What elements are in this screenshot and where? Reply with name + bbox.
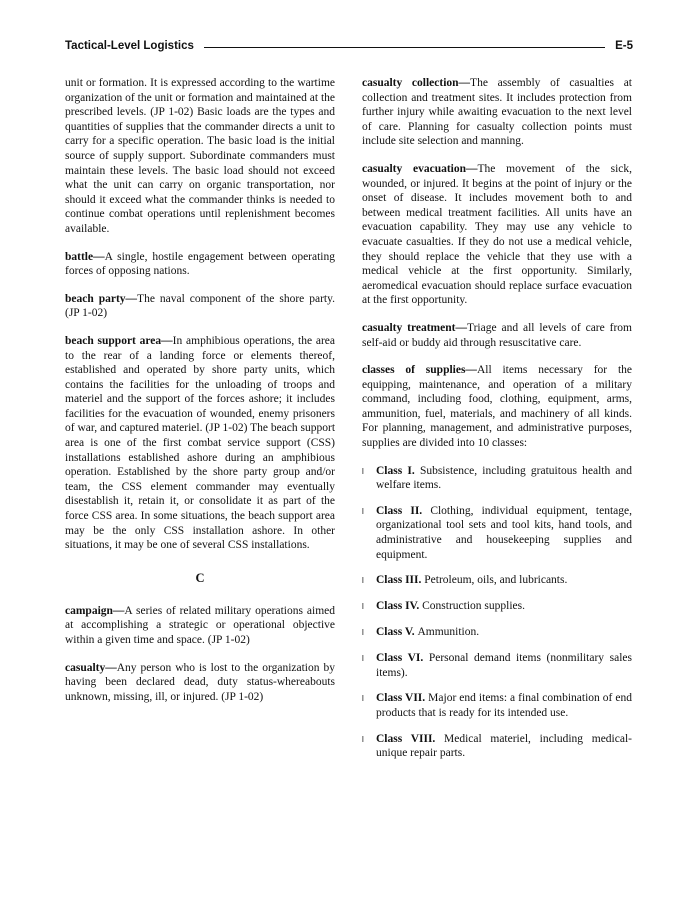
definition-term: beach support area— (65, 334, 173, 347)
definition-term: casualty evacuation— (362, 162, 478, 175)
class-definition-text: Construction supplies. (422, 600, 525, 613)
definition-paragraph (65, 334, 335, 553)
definition-paragraph (362, 321, 632, 350)
right-column (362, 76, 632, 772)
definition-text: Any person who is lost to the organization by having been declared dead, duty status-whereabouts unknown, missing, ill, or injured. (JP 1-02) (65, 661, 335, 703)
list-item-text (376, 504, 632, 562)
page-number: E-5 (615, 40, 633, 52)
header-rule (204, 47, 605, 48)
class-definition-text: Medical materiel, including medical-unique repair parts. (376, 732, 632, 760)
definition-paragraph (362, 76, 632, 149)
definition-paragraph (65, 604, 335, 648)
definition-paragraph (362, 363, 632, 451)
list-item (362, 651, 632, 680)
definition-text: The naval component of the shore party. (JP 1-02) (65, 292, 335, 320)
list-item-text (376, 732, 632, 761)
definition-paragraph (65, 292, 335, 321)
bullet-icon: l (362, 506, 364, 516)
list-item (362, 573, 632, 588)
definition-paragraph (65, 250, 335, 279)
list-item (362, 691, 632, 720)
left-column (65, 76, 335, 772)
class-term: Class I. (376, 464, 420, 477)
bullet-icon: l (362, 654, 364, 664)
definition-term: casualty— (65, 661, 117, 674)
list-item (362, 625, 632, 640)
bullet-icon: l (362, 576, 364, 586)
list-item (362, 504, 632, 562)
class-definition-text: Ammunition. (417, 626, 480, 639)
supply-classes-list (362, 464, 632, 761)
class-definition-text: Subsistence, including gratuitous health and welfare items. (376, 464, 632, 492)
list-item-text (376, 464, 632, 493)
list-item-text (376, 691, 632, 720)
bullet-icon: l (362, 602, 364, 612)
list-item-text (376, 599, 632, 614)
definition-text: The assembly of casualties at collection and treatment sites. It includes protection from further injury while awaiting evacuation to the next level of care. Planning for casualty collection points must include site selection and manning. (362, 77, 632, 148)
list-item-text (376, 625, 632, 640)
section-heading: C (195, 570, 205, 585)
class-term: Class II. (376, 504, 431, 517)
definition-text: Triage and all levels of care from self-aid or buddy aid through resuscitative care. (362, 321, 632, 349)
definition-text: unit or formation. It is expressed according to the wartime organization of the unit or formation and maintained at the prescribed levels. (JP 1-02) Basic loads are the types and quantities of supplies that the commander directs a unit to carry for a specific operation. The basic load is the initial source of supply support. Subordinate commanders must maintain these levels. The basic load should not exceed what the unit can carry on organic transportation, nor should it exceed what the commander thinks is needed to continue combat operations until replenishment becomes available. (65, 77, 335, 235)
definition-text: A series of related military operations aimed at accomplishing a strategic or operational objective within a given time and space. (JP 1-02) (65, 604, 335, 646)
list-item (362, 732, 632, 761)
definition-term: casualty treatment— (362, 321, 467, 334)
list-item-text (376, 573, 632, 588)
bullet-icon: l (362, 734, 364, 744)
definition-term: beach party— (65, 292, 138, 305)
list-item-text (376, 651, 632, 680)
class-term: Class VI. (376, 652, 429, 665)
page-header (65, 40, 633, 52)
class-definition-text: Petroleum, oils, and lubricants. (424, 574, 568, 587)
list-item (362, 464, 632, 493)
class-term: Class III. (376, 574, 425, 587)
list-item (362, 599, 632, 614)
class-definition-text: Major end items: a final combination of end products that is ready for its intended use. (376, 692, 632, 719)
class-definition-text: Personal demand items (nonmilitary sales items). (376, 652, 632, 679)
class-term: Class V. (376, 626, 418, 639)
definition-text: The movement of the sick, wounded, or injured. It begins at the point of injury or the onset of disease. It includes movement both to and between medical treatment facilities. All units have an evacuation capability. They may use any vehicle to evacuate casualties. If they do not use a medical vehicle, they should replace the vehicle that they use with a medical vehicle at the first opportunity. Similarly, aeromedical evacuation should replace surface evacuation at the first opportunity. (362, 162, 632, 307)
definition-term: classes of supplies— (362, 364, 477, 377)
bullet-icon: l (362, 628, 364, 638)
two-column-body (65, 76, 633, 772)
definition-text: A single, hostile engagement between operating forces of opposing nations. (65, 250, 335, 278)
class-definition-text: Clothing, individual equipment, tentage, organizational tool sets and tool kits, hand tools, and administrative and housekeeping supplies and equipment. (376, 504, 632, 561)
definition-text: All items necessary for the equipping, maintenance, and operation of a military command, including food, clothing, equipment, arms, ammunition, fuel, materials, and machinery of all kinds. For planning, management, and administrative purposes, supplies are divided into 10 classes: (362, 364, 632, 450)
definition-term: casualty collection— (362, 77, 471, 89)
class-term: Class VII. (376, 692, 429, 705)
definition-text: In amphibious operations, the area to the rear of a landing force or elements thereof, established and operated by shore party units, which contains the facilities for the unloading of troops and materiel and the support of the forces ashore; it includes facilities for the evacuation of wounded, enemy prisoners of war, and captured materiel. (JP 1-02) The beach support area is one of the first combat service support (CSS) installations established ashore during an amphibious operation. Established by the shore party group and/or team, the CSS element commander may eventually disestablish it, retain it, or consolidate it as part of the force CSS area. In some situations, the beach support area may be the only CSS installation ashore. In other situations, it may be one of several CSS installations. (65, 334, 336, 552)
definition-term: campaign— (65, 604, 125, 617)
class-term: Class VIII. (376, 732, 444, 745)
bullet-icon: l (362, 694, 364, 704)
definition-paragraph (362, 162, 632, 308)
class-term: Class IV. (376, 600, 423, 613)
definition-paragraph (65, 661, 335, 705)
continuation-paragraph (65, 76, 335, 237)
definition-term: battle— (65, 250, 105, 263)
header-title: Tactical-Level Logistics (65, 40, 194, 52)
bullet-icon: l (362, 466, 364, 476)
